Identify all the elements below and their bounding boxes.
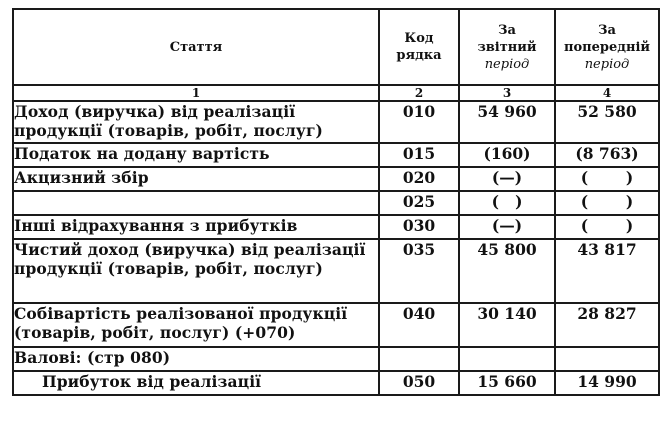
table-row <box>13 215 659 239</box>
row-name: Валові: (стр 080) <box>13 347 379 371</box>
row-previous: ( ) <box>555 215 659 239</box>
row-current: (—) <box>459 215 555 239</box>
row-previous <box>555 347 659 371</box>
row-name <box>13 191 379 215</box>
column-number: 3 <box>459 85 555 101</box>
row-previous: ( ) <box>555 167 659 191</box>
header-previous-period: За попередній період <box>555 9 659 85</box>
table-row <box>13 143 659 167</box>
table-row <box>13 167 659 191</box>
row-code: 020 <box>379 167 459 191</box>
row-code <box>379 347 459 371</box>
financial-report-table <box>12 8 660 396</box>
row-code: 030 <box>379 215 459 239</box>
row-previous: 52 580 <box>555 101 659 143</box>
row-previous: 28 827 <box>555 303 659 347</box>
header-row-code: Код рядка <box>379 9 459 85</box>
table-row <box>13 191 659 215</box>
row-current: 15 660 <box>459 371 555 395</box>
header-current-period: За звітний період <box>459 9 555 85</box>
row-code: 025 <box>379 191 459 215</box>
row-code: 050 <box>379 371 459 395</box>
row-current: 45 800 <box>459 239 555 303</box>
row-name: Прибуток від реалізації <box>13 371 379 395</box>
header-row <box>13 9 659 85</box>
row-name: Акцизний збір <box>13 167 379 191</box>
column-number-row <box>13 85 659 101</box>
row-current: 30 140 <box>459 303 555 347</box>
row-code: 040 <box>379 303 459 347</box>
row-name: Інші відрахування з прибутків <box>13 215 379 239</box>
row-code: 035 <box>379 239 459 303</box>
row-previous: (8 763) <box>555 143 659 167</box>
table-row <box>13 239 659 303</box>
table-row <box>13 347 659 371</box>
row-previous: ( ) <box>555 191 659 215</box>
row-code: 015 <box>379 143 459 167</box>
column-number: 4 <box>555 85 659 101</box>
column-number: 2 <box>379 85 459 101</box>
row-code: 010 <box>379 101 459 143</box>
row-current: ( ) <box>459 191 555 215</box>
row-name: Податок на додану вартість <box>13 143 379 167</box>
row-name: Доход (виручка) від реалізації продукції (товарів, робіт, послуг) <box>13 101 379 143</box>
row-name: Чистий доход (виручка) від реалізації продукції (товарів, робіт, послуг) <box>13 239 379 303</box>
row-current: 54 960 <box>459 101 555 143</box>
row-current: (—) <box>459 167 555 191</box>
row-current <box>459 347 555 371</box>
row-previous: 14 990 <box>555 371 659 395</box>
table-row <box>13 371 659 395</box>
row-current: (160) <box>459 143 555 167</box>
table-row <box>13 303 659 347</box>
column-number: 1 <box>13 85 379 101</box>
row-previous: 43 817 <box>555 239 659 303</box>
table-row <box>13 101 659 143</box>
row-name: Собівартість реалізованої продукції (товарів, робіт, послуг) (+070) <box>13 303 379 347</box>
header-article: Стаття <box>13 9 379 85</box>
